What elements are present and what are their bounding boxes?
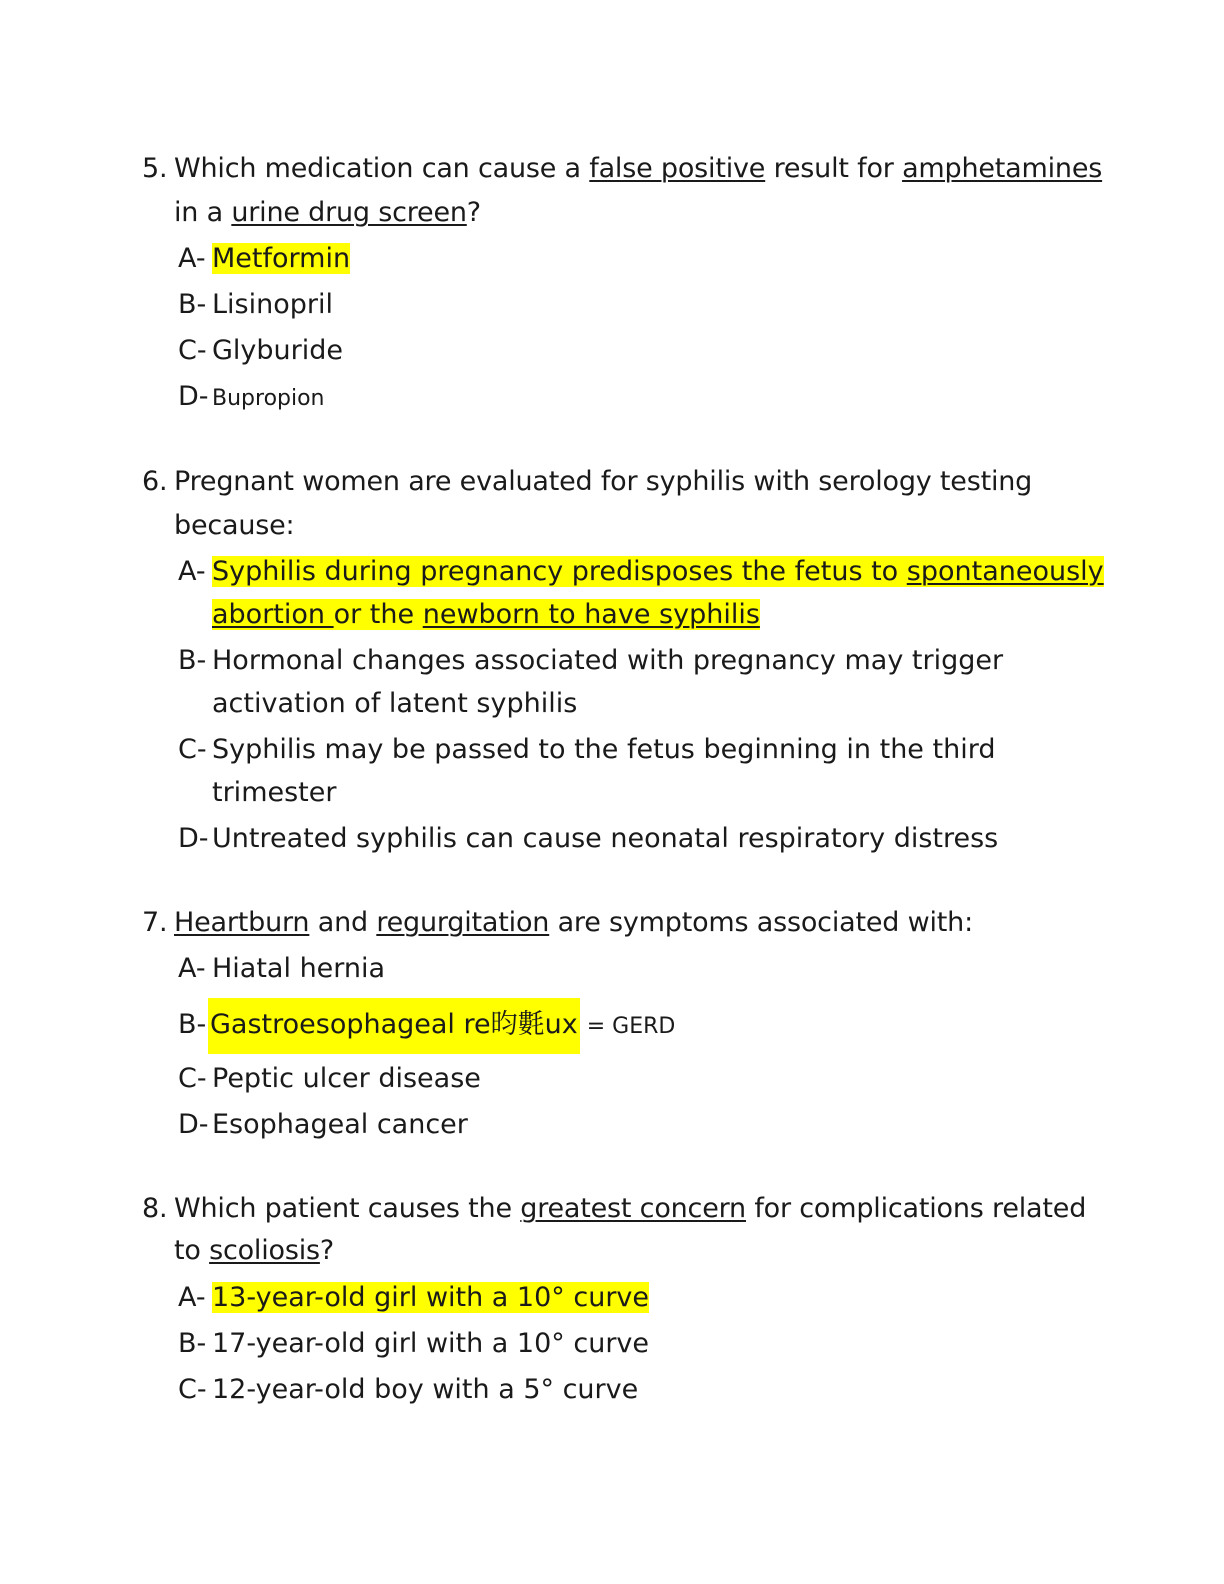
stem-underlined-text: urine drug screen <box>231 197 467 228</box>
question-stem <box>142 1188 1102 1272</box>
stem-text: ? <box>466 197 481 228</box>
option-text-highlighted: Gastroesophageal re昀氀ux <box>208 998 580 1054</box>
option-text: Esophageal cancer <box>212 1109 468 1140</box>
option-text: Peptic ulcer disease <box>212 1063 481 1094</box>
option-text: 12-year-old boy with a 5° curve <box>212 1374 639 1405</box>
stem-underlined-text: regurgitation <box>376 907 550 938</box>
question-6 <box>142 460 1102 861</box>
question-7 <box>142 901 1102 1149</box>
stem-text: and <box>309 907 377 938</box>
option-text: Glyburide <box>212 335 344 366</box>
option-a <box>178 947 1102 995</box>
option-letter: D- <box>178 1109 209 1140</box>
option-line-2 <box>212 593 1102 636</box>
option-line-1: Hormonal changes associated with pregnancy may trigger <box>212 645 1004 676</box>
option-b <box>178 639 1102 725</box>
option-a <box>178 237 1102 283</box>
stem-line-2: because: <box>174 510 295 541</box>
option-a <box>178 550 1102 636</box>
option-line-1: Syphilis may be passed to the fetus beginning in the third <box>212 734 996 765</box>
stem-text: result for <box>765 153 903 184</box>
option-letter: A- <box>178 953 206 984</box>
stem-underlined-text: Heartburn <box>174 907 310 938</box>
question-5 <box>142 147 1102 421</box>
option-text-highlighted-underlined: abortion <box>212 599 334 630</box>
option-text: Untreated syphilis can cause neonatal respiratory distress <box>212 823 999 854</box>
option-b <box>178 995 1102 1057</box>
question-number: 7. <box>142 907 168 938</box>
stem-underlined-text: scoliosis <box>209 1235 320 1266</box>
option-text: Lisinopril <box>212 289 333 320</box>
question-stem <box>142 901 1102 945</box>
option-letter: C- <box>178 734 207 765</box>
option-text-highlighted-underlined: newborn to have syphilis <box>422 599 760 630</box>
question-8 <box>142 1188 1102 1414</box>
option-b <box>178 1322 1102 1368</box>
stem-text: in a <box>174 197 232 228</box>
option-b <box>178 283 1102 329</box>
options-list <box>178 550 1102 861</box>
stem-text: ? <box>319 1235 335 1266</box>
option-text-highlighted: 13-year-old girl with a 10° curve <box>212 1282 650 1313</box>
option-text: 17-year-old girl with a 10° curve <box>212 1328 650 1359</box>
stem-underlined-text: amphetamines <box>902 153 1103 184</box>
question-number: 5. <box>142 153 168 184</box>
stem-text: Which medication can cause a <box>174 153 590 184</box>
options-list <box>178 947 1102 1149</box>
option-letter: A- <box>178 243 206 274</box>
question-number: 8. <box>142 1193 168 1224</box>
stem-text: Which patient causes the <box>174 1193 521 1224</box>
stem-line-2 <box>142 191 1102 235</box>
option-text-highlighted: Syphilis during pregnancy predisposes the fetus to <box>212 556 907 587</box>
question-stem <box>142 460 1102 548</box>
option-line-2: trimester <box>212 777 337 808</box>
option-d <box>178 817 1102 861</box>
stem-text: Pregnant women are evaluated for syphilis with serology testing <box>174 466 1033 497</box>
option-text-highlighted: or the <box>333 599 423 630</box>
option-c <box>178 329 1102 375</box>
option-text: Bupropion <box>212 386 325 411</box>
question-stem <box>142 147 1102 235</box>
option-letter: B- <box>178 1009 207 1040</box>
option-text: Hiatal hernia <box>212 953 386 984</box>
option-letter: D- <box>178 823 209 854</box>
option-letter: A- <box>178 556 206 587</box>
option-letter: C- <box>178 1374 207 1405</box>
options-list <box>178 237 1102 421</box>
option-c <box>178 1368 1102 1414</box>
option-text-highlighted-underlined: spontaneously <box>906 556 1104 587</box>
option-line-2: activation of latent syphilis <box>212 688 578 719</box>
option-text-highlighted: Metformin <box>212 243 351 274</box>
option-letter: A- <box>178 1282 206 1313</box>
stem-underlined-text: greatest concern <box>520 1193 746 1224</box>
stem-line-2 <box>142 1230 1102 1272</box>
option-letter: C- <box>178 335 207 366</box>
stem-text: are symptoms associated with: <box>549 907 973 938</box>
stem-text: for complications related <box>745 1193 1087 1224</box>
option-d <box>178 375 1102 421</box>
stem-underlined-text: false positive <box>589 153 766 184</box>
option-a <box>178 1276 1102 1322</box>
option-d <box>178 1103 1102 1149</box>
option-c <box>178 1057 1102 1103</box>
option-letter: B- <box>178 1328 207 1359</box>
option-letter: B- <box>178 645 207 676</box>
option-letter: C- <box>178 1063 207 1094</box>
question-number: 6. <box>142 466 168 497</box>
stem-text: to <box>174 1235 210 1266</box>
option-letter: D- <box>178 381 209 412</box>
option-line-1 <box>212 550 1102 593</box>
option-c <box>178 728 1102 814</box>
option-note: = GERD <box>579 1014 676 1039</box>
options-list <box>178 1276 1102 1414</box>
option-letter: B- <box>178 289 207 320</box>
